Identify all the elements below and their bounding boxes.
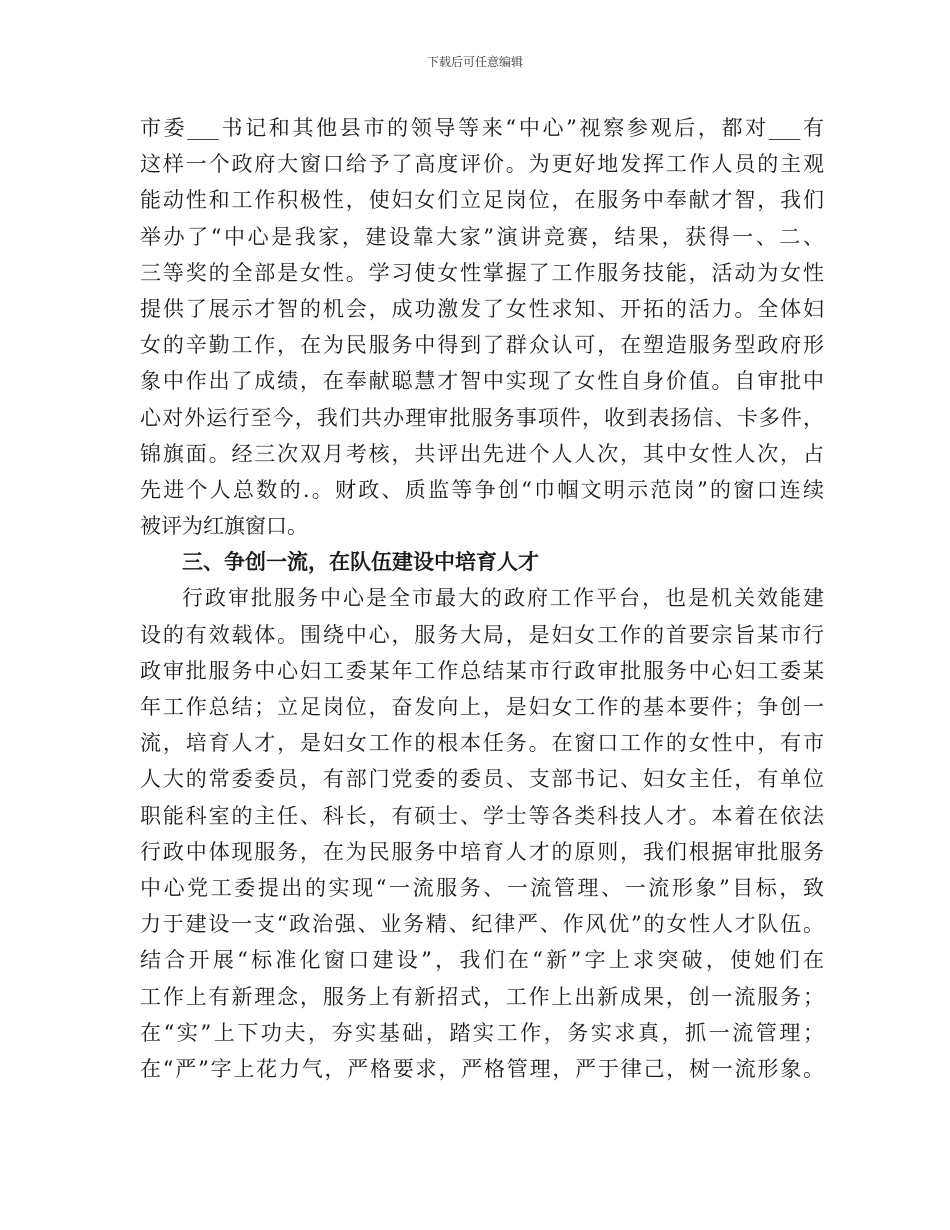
text-line: 流，培育人才，是妇女工作的根本任务。在窗口工作的女性中，有市 [140,731,824,756]
text-line: 能动性和工作积极性，使妇女们立足岗位，在服务中奉献才智，我们 [140,188,824,213]
text-line: 年工作总结；立足岗位，奋发向上，是妇女工作的基本要件；争创一 [140,695,824,719]
document-body [140,110,824,1087]
text-line: 行政审批服务中心是全市最大的政府工作平台，也是机关效能建 [182,586,824,611]
paragraph-2 [140,580,824,1087]
page-header: 下载后可任意编辑 [426,55,523,69]
text-line: 力于建设一支“政治强、业务精、纪律严、作风优”的女性人才队伍。 [140,912,824,937]
text-line: 结合开展“标准化窗口建设”，我们在“新”字上求突破，使她们在 [140,948,824,973]
text-line: 三等奖的全部是女性。学习使女性掌握了工作服务技能，活动为女性 [140,260,824,285]
text-line: 举办了“中心是我家，建设靠大家”演讲竞赛，结果，获得一、二、 [140,224,824,249]
paragraph-1 [140,110,824,544]
text-line: 设的有效载体。围绕中心，服务大局，是妇女工作的首要宗旨某市行 [140,622,824,647]
text-line: 象中作出了成绩，在奉献聪慧才智中实现了女性自身价值。自审批中 [140,369,824,394]
text-line: 锦旗面。经三次双月考核，共评出先进个人人次，其中女性人次，占 [140,441,824,466]
text-line: 这样一个政府大窗口给予了高度评价。为更好地发挥工作人员的主观 [140,152,824,177]
text-line: 被评为红旗窗口。 [140,514,308,539]
text-line: 先进个人总数的.。财政、质监等争创“巾帼文明示范岗”的窗口连续 [140,477,824,502]
text-line: 提供了展示才智的机会，成功激发了女性求知、开拓的活力。全体妇 [140,296,824,321]
section-heading: 三、争创一流，在队伍建设中培育人才 [182,549,539,575]
text-line: 女的辛勤工作，在为民服务中得到了群众认可，在塑造服务型政府形 [140,333,824,358]
text-line: 行政中体现服务，在为民服务中培育人才的原则，我们根据审批服务 [140,839,824,864]
text-line: 在“严”字上花力气，严格要求，严格管理，严于律己，树一流形象。 [140,1056,824,1081]
text-line: 人大的常委委员，有部门党委的委员、支部书记、妇女主任，有单位 [140,767,824,792]
text-line: 政审批服务中心妇工委某年工作总结某市行政审批服务中心妇工委某 [140,658,824,683]
text-line: 职能科室的主任、科长，有硕士、学士等各类科技人才。本着在依法 [140,803,824,828]
text-line: 中心党工委提出的实现“一流服务、一流管理、一流形象”目标，致 [140,875,824,900]
text-line: 在“实”上下功夫，夯实基础，踏实工作，务实求真，抓一流管理； [140,1020,824,1045]
text-line: 市委___书记和其他县市的领导等来“中心”视察参观后，都对___有 [140,116,824,140]
text-line: 工作上有新理念，服务上有新招式，工作上出新成果，创一流服务； [140,984,824,1009]
text-line: 心对外运行至今，我们共办理审批服务事项件，收到表扬信、卡多件， [140,405,824,430]
